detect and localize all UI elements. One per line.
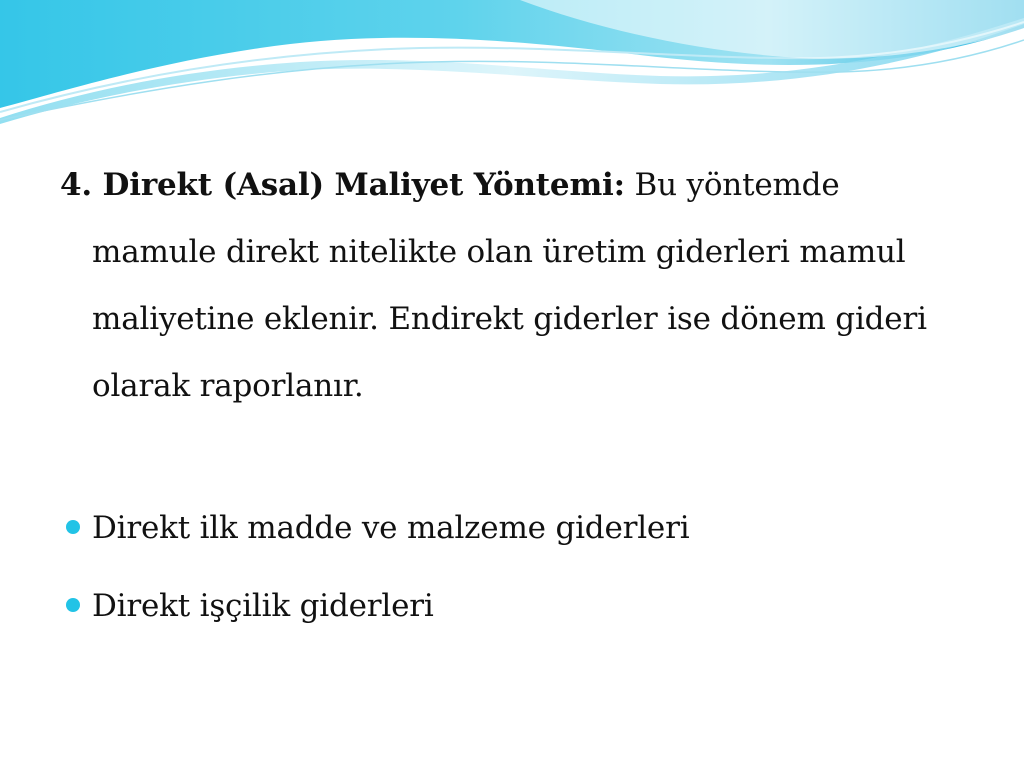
wave-header-decoration — [0, 0, 1024, 130]
paragraph-text: Bu yöntemde mamule direkt nitelikte olan üretim giderleri mamul maliyetine eklenir. Endirekt giderler ise dönem gideri olarak raporlanır. — [92, 167, 927, 404]
list-item — [66, 580, 689, 658]
bullet-text: Direkt işçilik giderleri — [92, 588, 434, 624]
bullet-list — [66, 502, 689, 658]
method-paragraph — [60, 152, 960, 420]
bullet-dot-icon — [66, 520, 80, 534]
bullet-dot-icon — [66, 598, 80, 612]
content-area — [60, 152, 960, 420]
paragraph-lead: 4. Direkt (Asal) Maliyet Yöntemi: — [60, 167, 625, 203]
bullet-text: Direkt ilk madde ve malzeme giderleri — [92, 510, 690, 546]
list-item — [66, 502, 689, 580]
